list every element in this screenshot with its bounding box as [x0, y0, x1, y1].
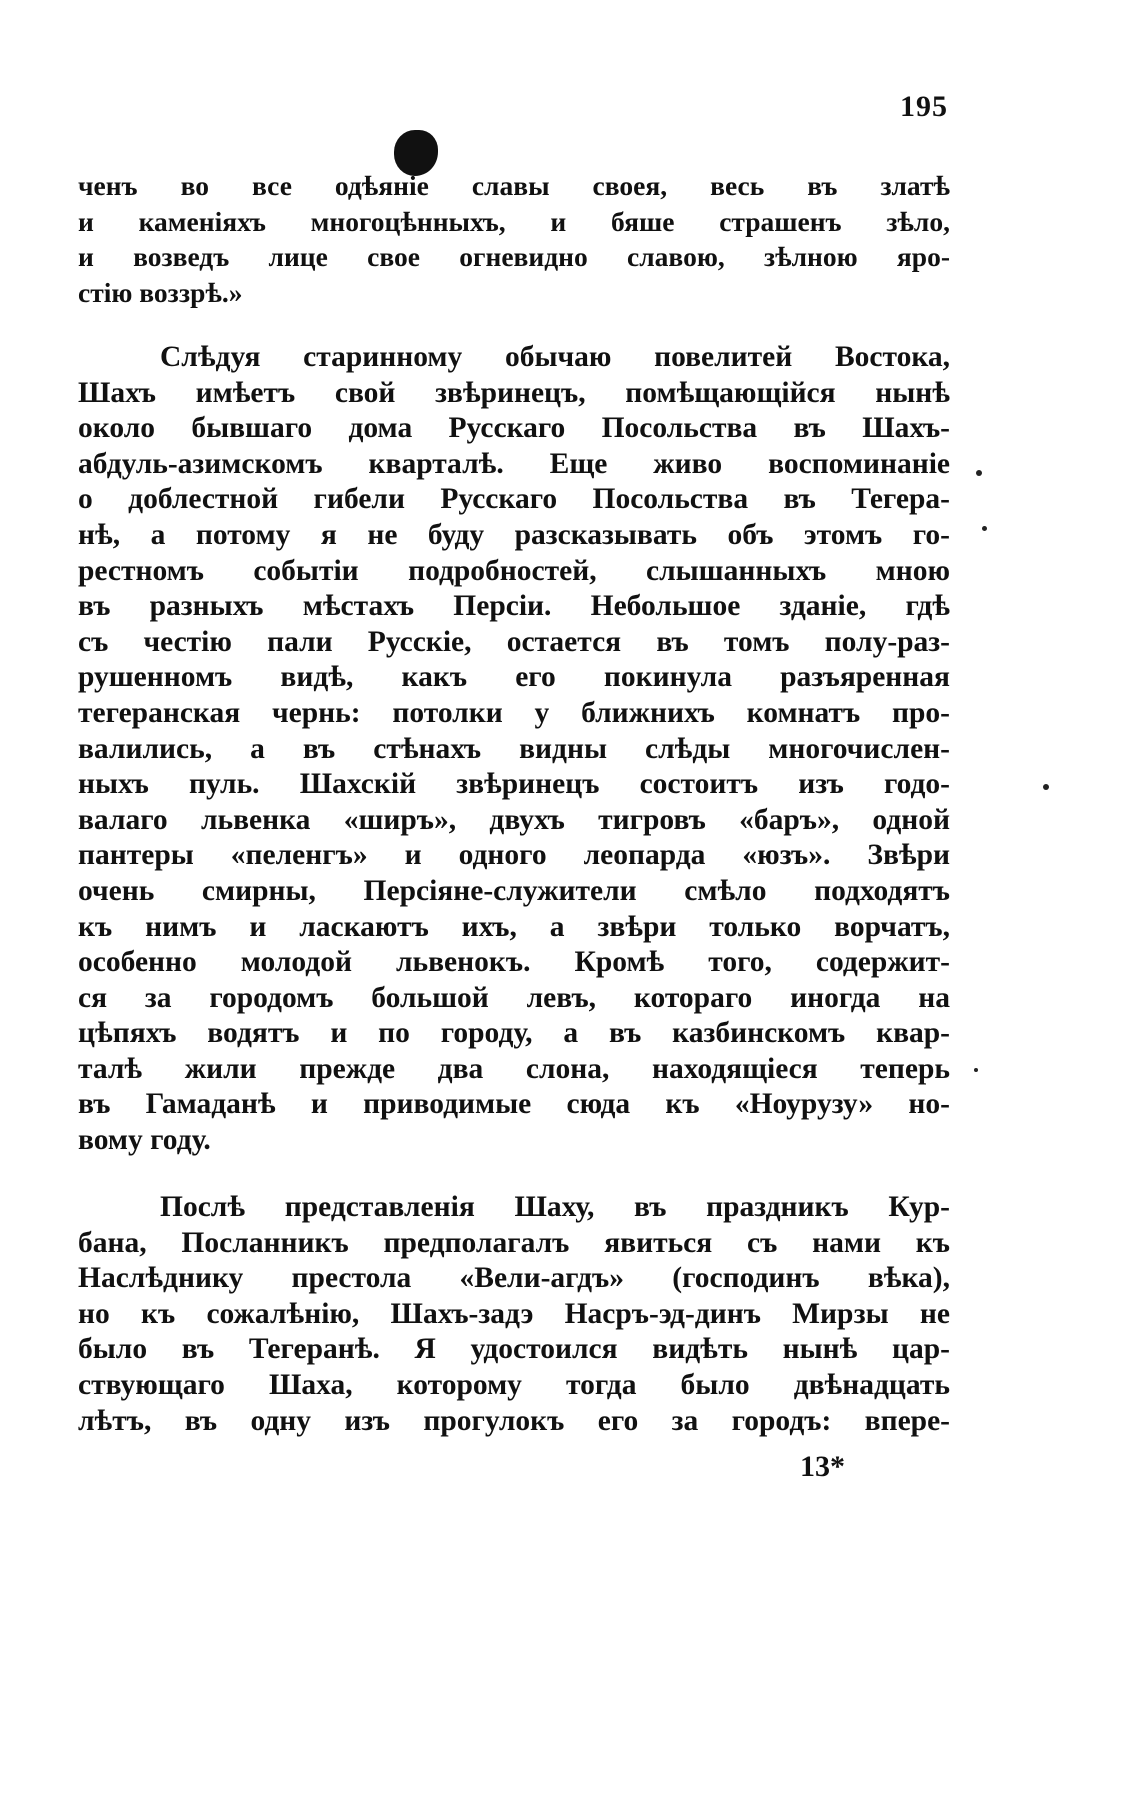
text-line: рушенномъ видѣ, какъ его покинула разъяренная: [78, 661, 950, 694]
text-line: около бывшаго дома Русскаго Посольства въ Шахъ-: [78, 412, 950, 445]
text-line: съ честію пали Русскіе, остается въ томъ полу-раз-: [78, 625, 950, 658]
text-line: было въ Тегеранѣ. Я удостоился видѣть нынѣ цар-: [78, 1333, 950, 1366]
ink-speck: [1043, 784, 1049, 790]
text-line: ствующаго Шаха, которому тогда было двѣнадцать: [78, 1368, 950, 1401]
text-line: но къ сожалѣнію, Шахъ-задэ Насръ-эд-динъ Мирзы не: [78, 1297, 950, 1330]
text-line: рестномъ событіи подробностей, слышанныхъ мною: [78, 554, 950, 587]
ink-speck: [974, 1068, 978, 1072]
text-line: талѣ жили прежде два слона, находящіеся теперь: [78, 1052, 950, 1085]
text-line: абдуль-азимскомъ кварталѣ. Еще живо воспоминаніе: [78, 447, 950, 480]
signature-mark: 13*: [800, 1450, 845, 1483]
text-line: пантеры «пеленгъ» и одного леопарда «юзъ». Звѣри: [78, 839, 950, 872]
paragraph-menagerie: [78, 340, 950, 1159]
text-line: валаго львенка «ширъ», двухъ тигровъ «баръ», одной: [78, 803, 950, 836]
text-line: въ разныхъ мѣстахъ Персіи. Небольшое зданіе, гдѣ: [78, 590, 950, 623]
text-line: вому году.: [78, 1124, 211, 1157]
text-line: бана, Посланникъ предполагалъ явиться съ нами къ: [78, 1226, 950, 1259]
paragraph-audience: [78, 1190, 950, 1439]
ink-speck: [976, 470, 982, 476]
page-number: 195: [900, 90, 948, 123]
text-line: очень смирны, Персіяне-служители смѣло подходятъ: [78, 874, 950, 907]
text-line: тегеранская чернь: потолки у ближнихъ комнатъ про-: [78, 696, 950, 729]
ink-speck: [982, 526, 987, 531]
paragraph-quote-end: [78, 168, 950, 310]
text-line: и каменіяхъ многоцѣнныхъ, и бяше страшенъ зѣло,: [78, 205, 950, 237]
text-line: Наслѣднику престола «Вели-агдъ» (господинъ вѣка),: [78, 1262, 950, 1295]
text-line: и возведъ лице свое огневидно славою, зѣлною яро-: [78, 241, 950, 273]
text-line: особенно молодой львенокъ. Кромѣ того, содержит-: [78, 946, 950, 979]
text-line: въ Гамаданѣ и приводимые сюда къ «Ноурузу» но-: [78, 1088, 950, 1121]
text-line: цѣпяхъ водятъ и по городу, а въ казбинскомъ квар-: [78, 1017, 950, 1050]
text-line: Шахъ имѣетъ свой звѣринецъ, помѣщающійся нынѣ: [78, 376, 950, 409]
text-line: Послѣ представленія Шаху, въ праздникъ Кур-: [160, 1191, 950, 1223]
text-line: нѣ, а потому я не буду разсказывать объ этомъ го-: [78, 518, 950, 551]
text-line: ченъ во все одѣяніе славы своея, весь въ златѣ: [78, 170, 950, 201]
text-line: къ нимъ и ласкаютъ ихъ, а звѣри только ворчатъ,: [78, 910, 950, 943]
text-line: валились, а въ стѣнахъ видны слѣды многочислен-: [78, 732, 950, 765]
text-line: о доблестной гибели Русскаго Посольства въ Тегера-: [78, 483, 950, 516]
text-line: лѣтъ, въ одну изъ прогулокъ его за городъ: впере-: [78, 1404, 950, 1437]
text-line: ныхъ пуль. Шахскій звѣринецъ состоитъ изъ годо-: [78, 768, 950, 801]
text-line: ся за городомъ большой левъ, котораго иногда на: [78, 981, 950, 1014]
text-line: стію воззрѣ.»: [78, 276, 243, 308]
text-line: Слѣдуя старинному обычаю повелитей Востока,: [160, 341, 950, 373]
